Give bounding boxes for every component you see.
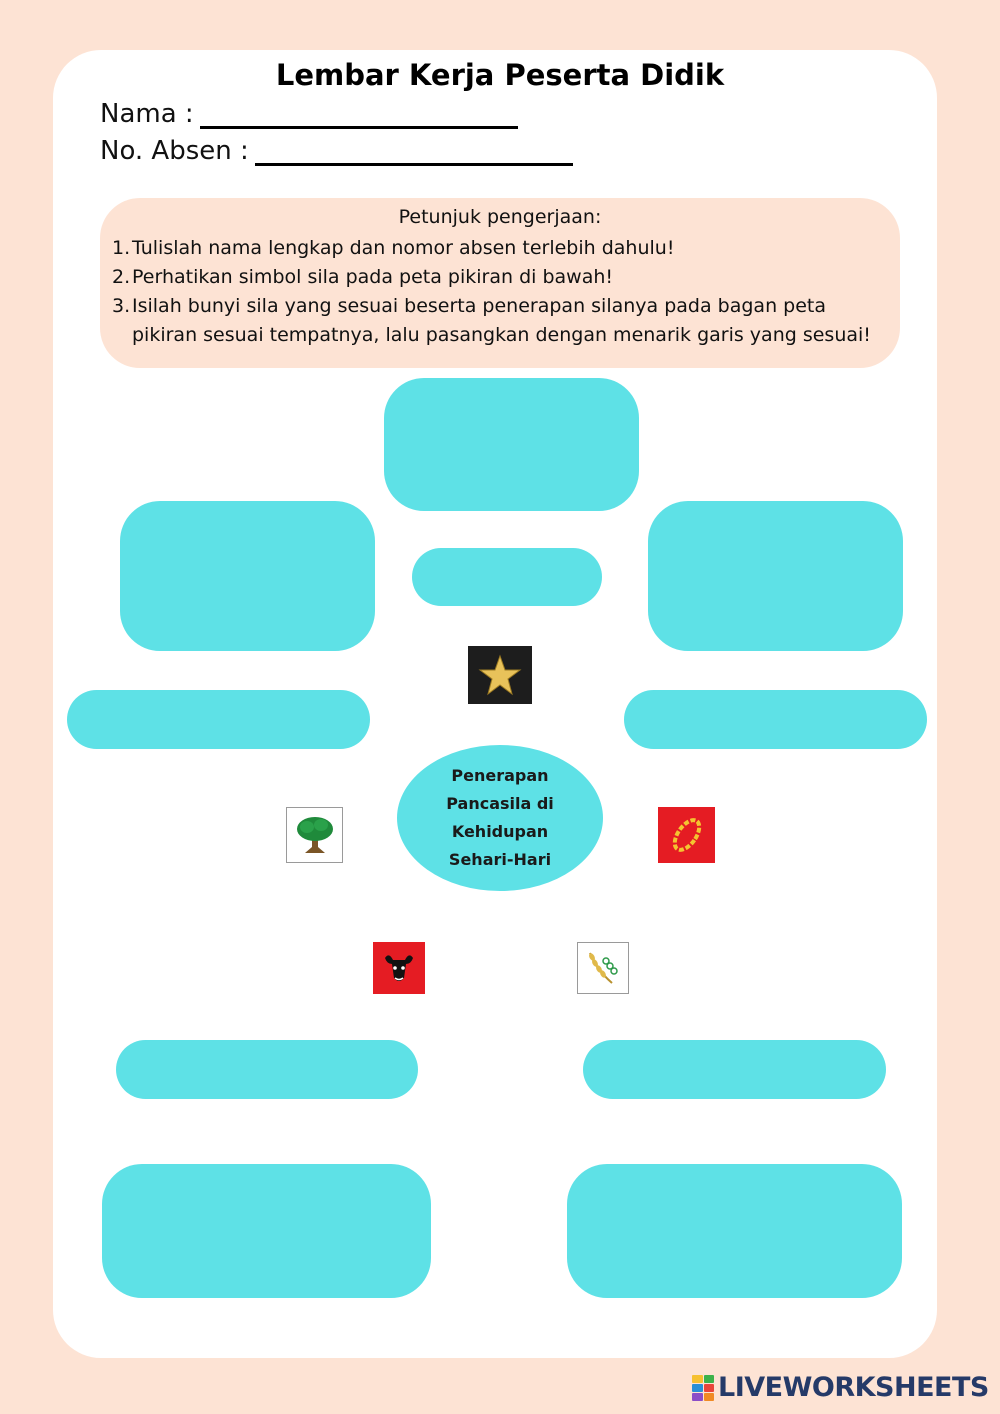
- instructions-panel: [100, 198, 900, 368]
- name-field: [100, 98, 518, 129]
- answer-pill-bottom-left[interactable]: [116, 1040, 418, 1099]
- answer-pill-left[interactable]: [67, 690, 370, 749]
- answer-box-bottom-left[interactable]: [102, 1164, 431, 1298]
- absen-field: [100, 135, 573, 166]
- chain-icon[interactable]: [658, 807, 715, 863]
- instruction-item: 1. Tulislah nama lengkap dan nomor absen terlebih dahulu!: [112, 237, 675, 259]
- absen-input-line[interactable]: [255, 135, 573, 166]
- worksheet-title: Lembar Kerja Peserta Didik: [275, 58, 725, 92]
- banyan-tree-icon[interactable]: [286, 807, 343, 863]
- brand-text: LIVEWORKSHEETS: [718, 1372, 989, 1403]
- answer-box-right[interactable]: [648, 501, 903, 651]
- center-node: [397, 745, 603, 891]
- bull-head-icon[interactable]: [373, 942, 425, 994]
- center-node-line: Kehidupan: [451, 822, 549, 841]
- instruction-item: 3. Isilah bunyi sila yang sesuai beserta penerapan silanya pada bagan peta pikiran sesuai tempatnya, lalu pasangkan dengan menarik garis yang sesuai!: [112, 295, 871, 346]
- answer-pill-right[interactable]: [624, 690, 927, 749]
- answer-pill-bottom-right[interactable]: [583, 1040, 886, 1099]
- name-input-line[interactable]: [200, 98, 518, 129]
- instruction-item: 2. Perhatikan simbol sila pada peta pikiran di bawah!: [112, 266, 613, 288]
- instructions-title: Petunjuk pengerjaan:: [398, 206, 602, 228]
- rice-cotton-icon[interactable]: [577, 942, 629, 994]
- answer-pill-top[interactable]: [412, 548, 602, 606]
- liveworksheets-brand[interactable]: [692, 1372, 989, 1403]
- center-node-line: Pancasila di: [446, 794, 554, 813]
- answer-box-bottom-right[interactable]: [567, 1164, 902, 1298]
- center-node-line: Penerapan: [451, 766, 549, 785]
- center-node-line: Sehari-Hari: [448, 850, 552, 869]
- brand-logo-icon: [692, 1375, 714, 1401]
- instructions-list: [112, 234, 892, 350]
- star-icon[interactable]: [468, 646, 532, 704]
- name-label: Nama :: [100, 99, 194, 129]
- answer-box-left[interactable]: [120, 501, 375, 651]
- absen-label: No. Absen :: [100, 136, 249, 166]
- answer-box-top[interactable]: [384, 378, 639, 511]
